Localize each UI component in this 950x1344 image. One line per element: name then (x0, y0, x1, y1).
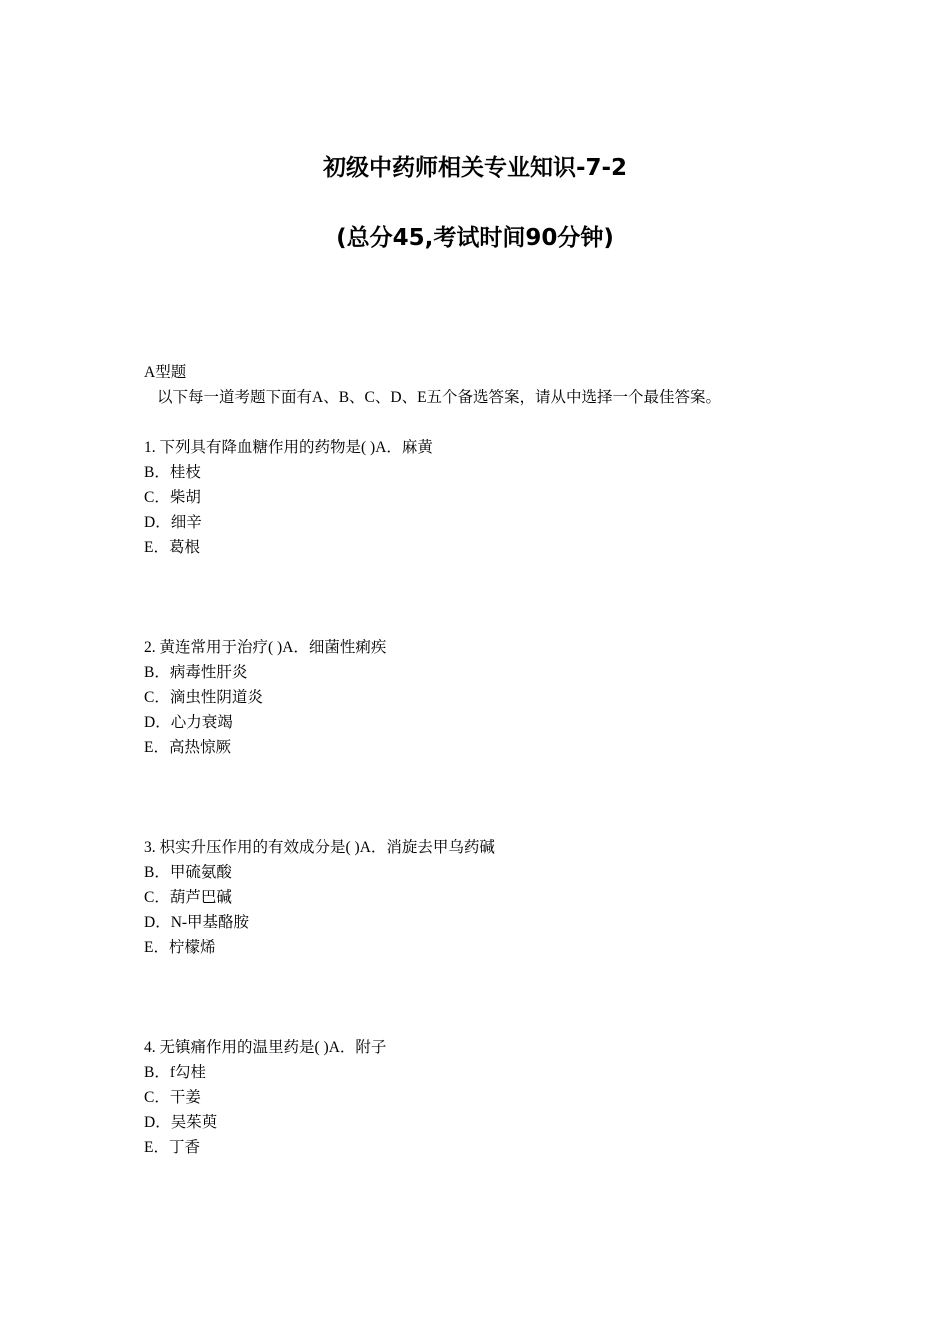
question-stem: 3. 枳实升压作用的有效成分是( )A．消旋去甲乌药碱 (144, 839, 495, 856)
question-2 (144, 635, 844, 760)
question-option: C．滴虫性阴道炎 (144, 689, 263, 706)
spacer (144, 960, 844, 1035)
question-option: B．桂枝 (144, 464, 201, 481)
question-option: E．高热惊厥 (144, 739, 231, 756)
document-body (144, 360, 844, 1160)
spacer (144, 760, 844, 835)
question-option: B．f勾桂 (144, 1064, 207, 1081)
question-option: D．心力衰竭 (144, 714, 233, 731)
question-option: D．细辛 (144, 514, 202, 531)
question-option: E．柠檬烯 (144, 939, 216, 956)
question-stem: 1. 下列具有降血糖作用的药物是( )A．麻黄 (144, 439, 433, 456)
question-1 (144, 435, 844, 560)
section-heading: A型题 (144, 364, 187, 381)
question-stem: 4. 无镇痛作用的温里药是( )A．附子 (144, 1039, 387, 1056)
spacer (144, 410, 844, 435)
question-option: C．柴胡 (144, 489, 201, 506)
question-stem: 2. 黄连常用于治疗( )A．细菌性痢疾 (144, 639, 387, 656)
document-subtitle: (总分45,考试时间90分钟) (336, 225, 614, 251)
question-option: E．葛根 (144, 539, 200, 556)
question-option: D．N-甲基酪胺 (144, 914, 250, 931)
question-option: B．甲硫氨酸 (144, 864, 232, 881)
question-option: C．葫芦巴碱 (144, 889, 232, 906)
question-option: C．干姜 (144, 1089, 201, 1106)
question-option: D．吴茱萸 (144, 1114, 218, 1131)
question-option: E．丁香 (144, 1139, 200, 1156)
question-4 (144, 1035, 844, 1160)
section-instruction: 以下每一道考题下面有A、B、C、D、E五个备选答案，请从中选择一个最佳答案。 (157, 389, 722, 406)
document-title: 初级中药师相关专业知识-7-2 (322, 155, 628, 181)
question-option: B．病毒性肝炎 (144, 664, 248, 681)
question-3 (144, 835, 844, 960)
spacer (144, 560, 844, 635)
